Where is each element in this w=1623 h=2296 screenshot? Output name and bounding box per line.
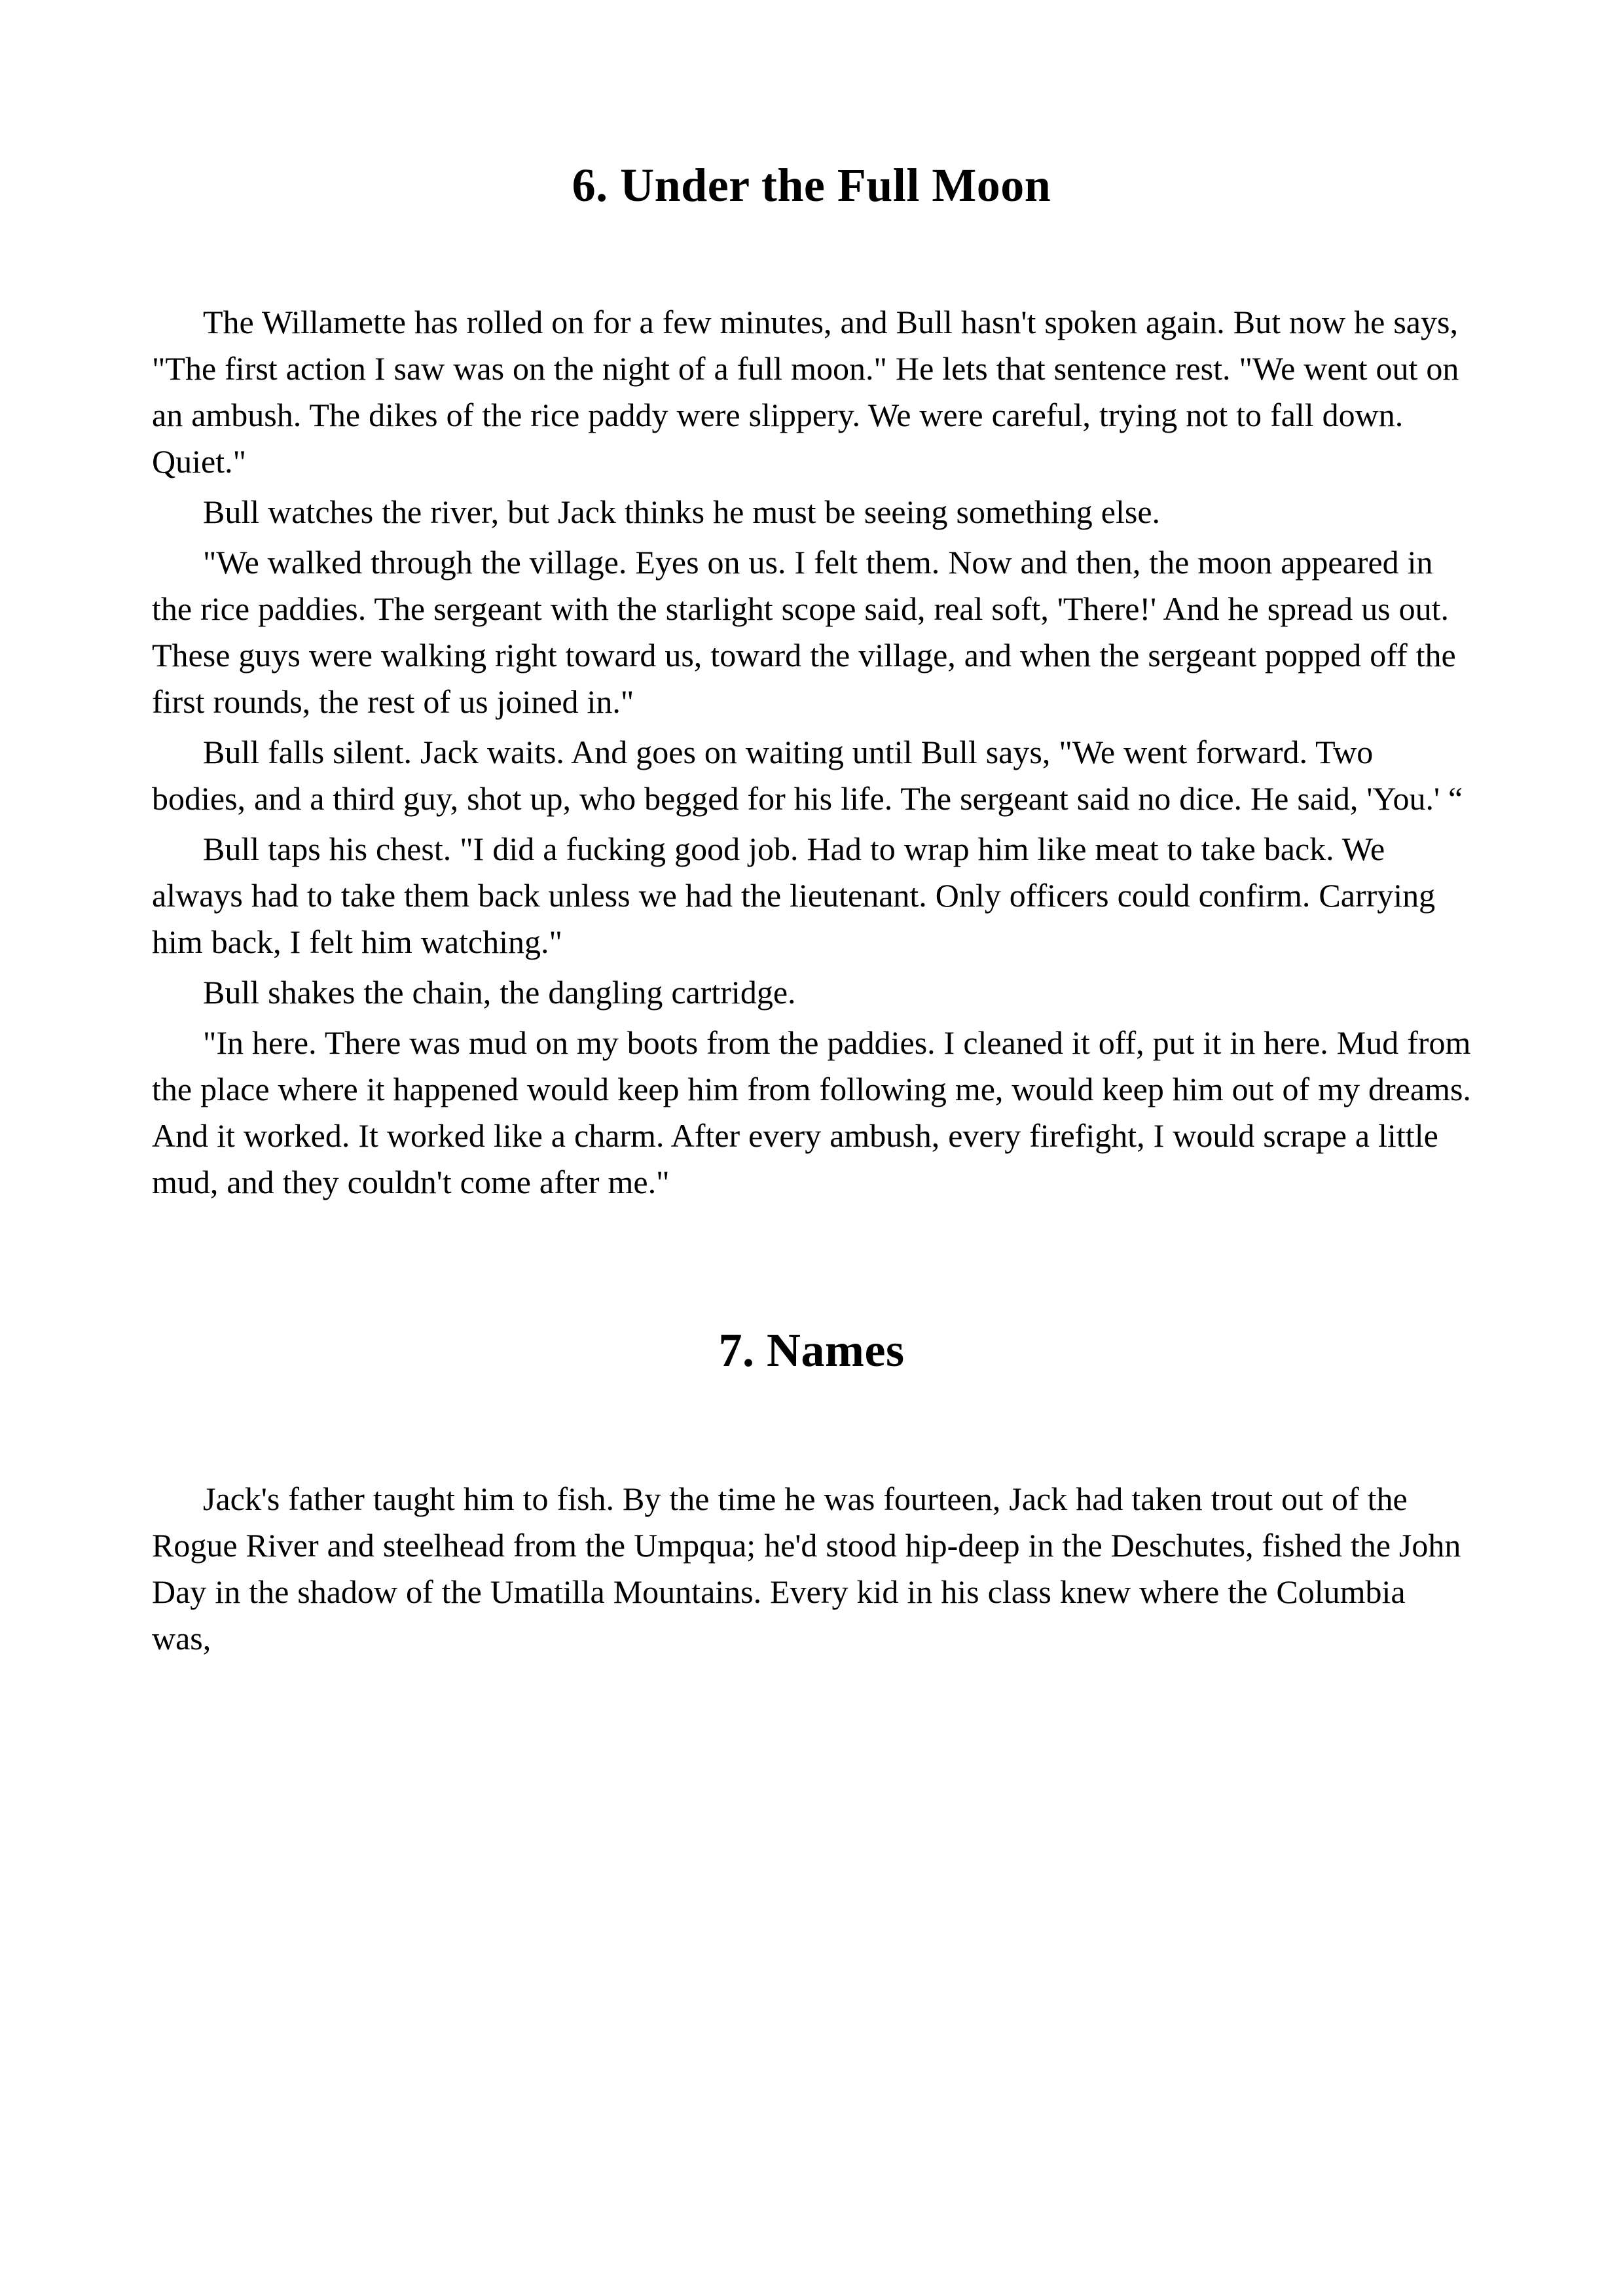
paragraph: Jack's father taught him to fish. By the time he was fourteen, Jack had taken trout out of the Rogue River and steelhead from the Umpqua; he'd stood hip-deep in the Deschutes, fished the John Day in the shadow of the Umatilla Mountains. Every kid in his class knew where the Columbia was, — [152, 1480, 1461, 1657]
chapter-7-body — [152, 1476, 1471, 1662]
paragraph: "In here. There was mud on my boots from the paddies. I cleaned it off, put it in here. Mud from the place where it happened would keep him from following me, would keep him out of my dreams. And it worked. It worked like a charm. After every ambush, every firefight, I would scrape a little mud, and they couldn't come after me." — [152, 1024, 1471, 1200]
chapter-title-7: 7. Names — [718, 1323, 905, 1376]
chapter-6-body — [152, 299, 1471, 1206]
paragraph: Bull watches the river, but Jack thinks he must be seeing something else. — [203, 493, 1161, 530]
chapter-title-6: 6. Under the Full Moon — [572, 159, 1051, 211]
paragraph: Bull shakes the chain, the dangling cartridge. — [203, 973, 796, 1011]
paragraph: Bull falls silent. Jack waits. And goes on waiting until Bull says, "We went forward. Two bodies, and a third guy, shot up, who begged for his life. The sergeant said no dice. He said, 'You.' “ — [152, 733, 1463, 817]
paragraph: "We walked through the village. Eyes on us. I felt them. Now and then, the moon appeared in the rice paddies. The sergeant with the starlight scope said, real soft, 'There!' And he spread us out. These guys were walking right toward us, toward the village, and when the sergeant popped off the first rounds, the rest of us joined in." — [152, 543, 1456, 720]
paragraph: The Willamette has rolled on for a few minutes, and Bull hasn't spoken again. But now he says, "The first action I saw was on the night of a full moon." He lets that sentence rest. "We went out on an ambush. The dikes of the rice paddy were slippery. We were careful, trying not to fall down. Quiet." — [152, 303, 1459, 480]
paragraph: Bull taps his chest. "I did a fucking good job. Had to wrap him like meat to take back. We always had to take them back unless we had the lieutenant. Only officers could confirm. Carrying him back, I felt him watching." — [152, 830, 1436, 960]
